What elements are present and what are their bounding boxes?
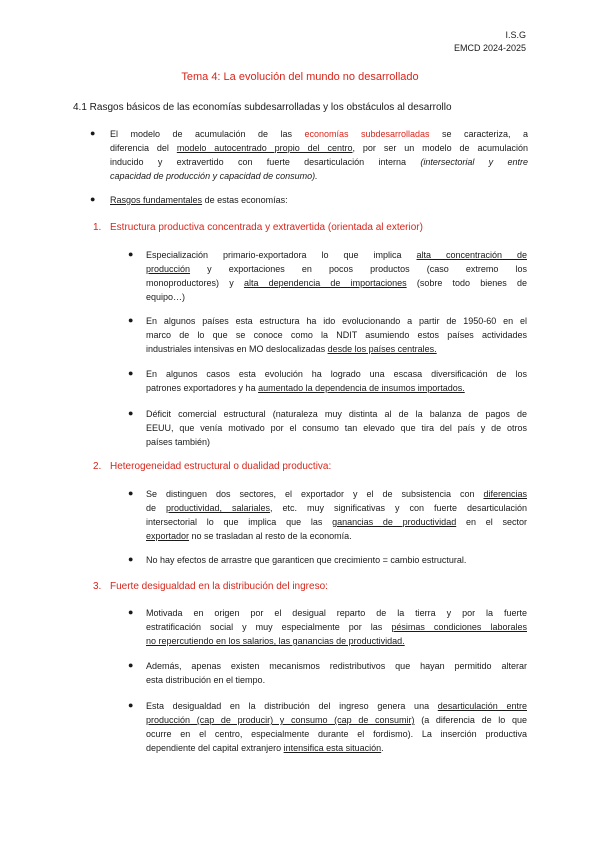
bullet-icon: ● (128, 554, 134, 564)
s2-bullet-2: No hay efectos de arrastre que garanticen que crecimiento = cambio estructural. (146, 555, 467, 565)
section-3-heading: 3. Fuerte desigualdad en la distribución del ingreso: (93, 581, 328, 592)
page-title: Tema 4: La evolución del mundo no desarrollado (181, 71, 419, 83)
bullet-icon: ● (90, 194, 96, 204)
bullet-icon: ● (128, 368, 134, 378)
s1-bullet-1: Especialización primario-exportadora lo que implica alta concentración de producción y exportaciones en pocos productos (caso extremo los monoproductores) y alta dependencia de importaciones (sobre todo bienes de equipo…) (146, 250, 527, 302)
document-header (454, 29, 526, 55)
bullet-icon: ● (128, 488, 134, 498)
s3-bullet-2: Además, apenas existen mecanismos redistributivos que hayan permitido alterar esta distribución en el tiempo. (146, 661, 527, 685)
bullet-icon: ● (128, 408, 134, 418)
rasgos-paragraph: Rasgos fundamentales de estas economías: (110, 195, 288, 205)
s2-bullet-1: Se distinguen dos sectores, el exportador y el de subsistencia con diferencias de productividad, salariales, etc. muy significativas y con fuerte desarticulación intersectorial lo que implica que las ganancias de productividad en el sector exportador no se trasladan al resto de la economía. (146, 489, 528, 541)
s1-bullet-3: En algunos casos esta evolución ha logrado una escasa diversificación de los patrones exportadores y ha aumentado la dependencia de insumos importados. (146, 369, 527, 393)
bullet-icon: ● (128, 315, 134, 325)
bullet-icon: ● (128, 700, 134, 710)
s1-bullet-2: En algunos países esta estructura ha ido evolucionando a partir de 1950-60 en el marco de lo que se conoce como la NDIT asumiendo estos países actividades industriales intensivas en MO deslocalizadas desde los países centrales. (146, 316, 527, 354)
header-course: EMCD 2024-2025 (453, 43, 526, 53)
section-2-heading: 2. Heterogeneidad estructural o dualidad productiva: (93, 461, 332, 472)
s1-bullet-4: Déficit comercial estructural (naturaleza muy distinta al de la balanza de pagos de EEUU, que venía motivado por el consumo tan elevado que tira del país y de otros países también) (146, 409, 527, 447)
section-subtitle: 4.1 Rasgos básicos de las economías subdesarrolladas y los obstáculos al desarrollo (73, 102, 452, 113)
section-1-heading: 1. Estructura productiva concentrada y extravertida (orientada al exterior) (93, 222, 423, 233)
header-initials: I.S.G (505, 30, 526, 40)
bullet-icon: ● (128, 249, 134, 259)
s3-bullet-1: Motivada en origen por el desigual reparto de la tierra y por la fuerte estratificación social y muy especialmente por las pésimas condiciones laborales no repercutiendo en los salarios, las ganancias de productividad. (146, 608, 527, 646)
bullet-icon: ● (90, 128, 96, 138)
intro-paragraph: El modelo de acumulación de las economías subdesarrolladas se caracteriza, a diferencia del modelo autocentrado propio del centro, por ser un modelo de acumulación inducido y extravertido con fuerte desarticulación interna (intersectorial y entre capacidad de producción y capacidad de consumo). (110, 129, 529, 181)
bullet-icon: ● (128, 660, 134, 670)
bullet-icon: ● (128, 607, 134, 617)
s3-bullet-3: Esta desigualdad en la distribución del ingreso genera una desarticulación entre producción (cap de producir) y consumo (cap de consumir) (a diferencia de lo que ocurre en el centro, especialmente durante el fordismo). La inserción productiva dependiente del capital extranjero intensifica esta situación. (146, 701, 528, 753)
